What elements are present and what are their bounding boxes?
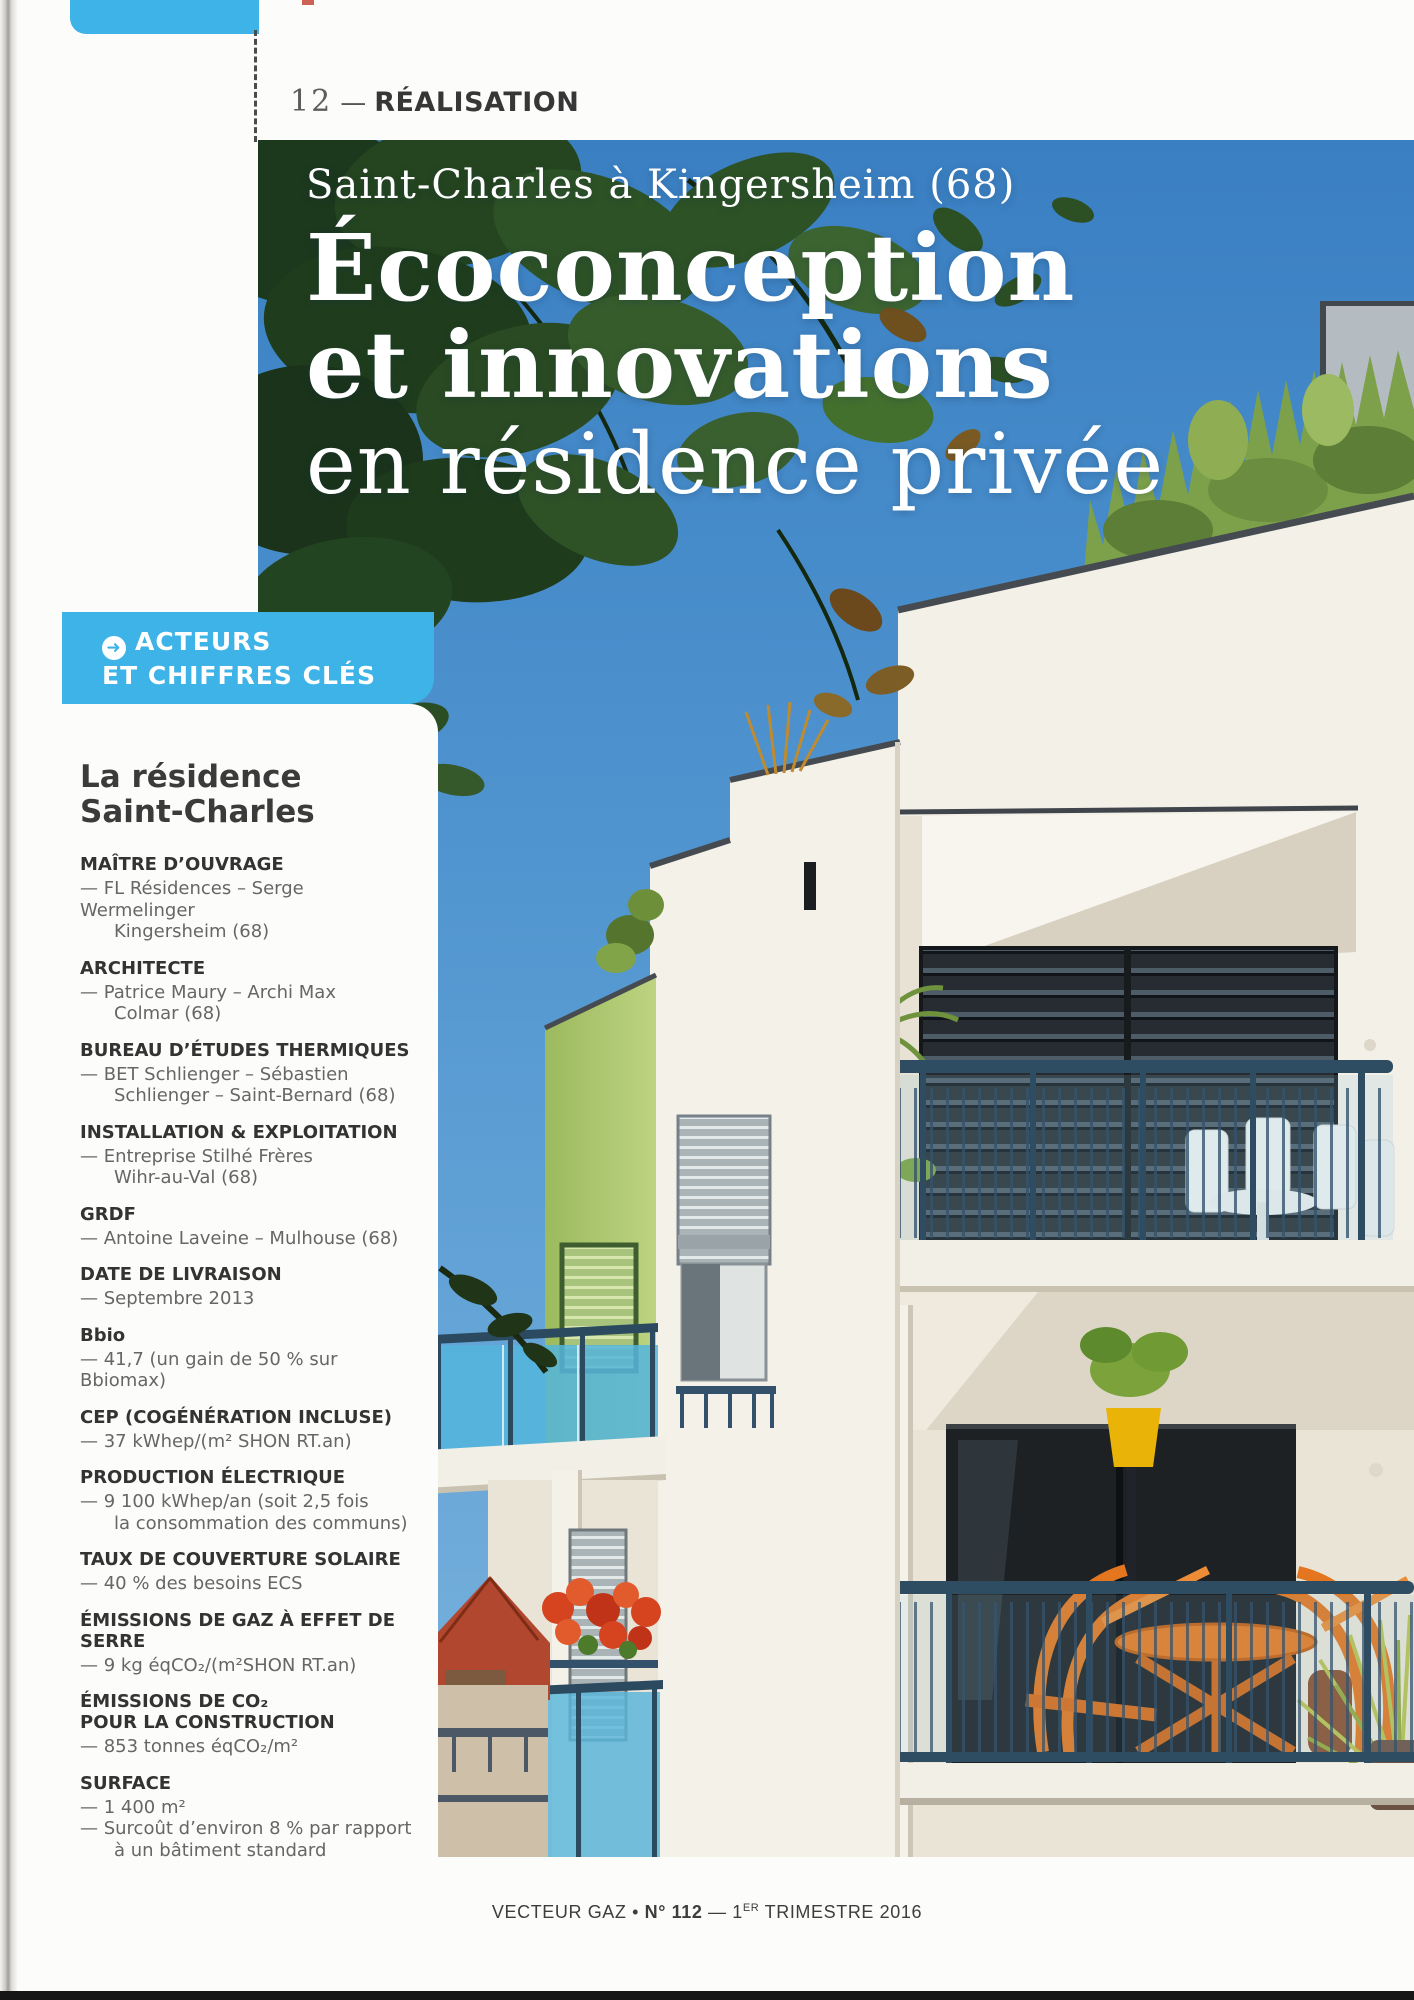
tower-window (678, 1116, 770, 1380)
figure-value: — 41,7 (un gain de 50 % sur Bbiomax) (80, 1348, 338, 1391)
footer-period: TRIMESTRE 2016 (759, 1902, 923, 1922)
scan-bottom-edge (0, 1991, 1414, 2000)
figure-label: INSTALLATION & EXPLOITATION (80, 1121, 398, 1143)
figure-value: — 1 400 m² (80, 1796, 186, 1818)
figure-value: à un bâtiment standard (114, 1839, 327, 1861)
footer-issue: N° 112 (644, 1902, 703, 1922)
figure-value: Colmar (68) (114, 1003, 222, 1024)
figure-value: — 40 % des besoins ECS (80, 1573, 303, 1594)
tag-line1: ACTEURS (135, 627, 272, 656)
tag-line2: ET CHIFFRES CLÉS (102, 661, 376, 690)
key-figure-item (80, 1610, 416, 1677)
key-figure-item (80, 1325, 416, 1392)
figure-label: BUREAU D’ÉTUDES THERMIQUES (80, 1039, 410, 1061)
figure-label: Bbio (80, 1324, 126, 1346)
figure-value: — BET Schlienger – Sébastien (80, 1063, 349, 1085)
footer-magazine: VECTEUR GAZ • (491, 1902, 645, 1922)
key-figure-item (80, 854, 416, 943)
figure-label: TAUX DE COUVERTURE SOLAIRE (80, 1549, 401, 1570)
figure-label: PRODUCTION ÉLECTRIQUE (80, 1467, 346, 1488)
figure-value: — 9 kg éqCO₂/(m²SHON RT.an) (80, 1654, 357, 1676)
figure-value: — Septembre 2013 (80, 1288, 255, 1309)
hero-title-line3: en résidence privée (306, 415, 1165, 513)
sidebar-heading (80, 760, 416, 830)
key-figure-item (80, 1204, 416, 1250)
hero-title-line2: et innovations (306, 311, 1054, 419)
page-footer (0, 1902, 1414, 1923)
figure-label: CEP (COGÉNÉRATION INCLUSE) (80, 1406, 393, 1428)
figure-value: — FL Résidences – Serge Wermelinger (80, 878, 304, 921)
key-figure-item (80, 1040, 416, 1107)
arrow-circle-icon: ➜ (102, 636, 126, 660)
section-title: RÉALISATION (374, 87, 580, 118)
page-header (290, 84, 579, 119)
figure-value: — 853 tonnes éqCO₂/m² (80, 1736, 299, 1757)
hero-title-line1: Écoconception (306, 214, 1076, 322)
key-figures-list (80, 854, 416, 1861)
sidebar-heading-line1: La résidence (80, 759, 302, 795)
figure-value: — 37 kWhep/(m² SHON RT.an) (80, 1430, 352, 1452)
sidebar-heading-line2: Saint-Charles (80, 794, 315, 830)
vent (804, 862, 816, 910)
scan-edge-artifact (0, 0, 18, 2000)
page-number: 12 (290, 84, 333, 119)
hero-kicker: Saint-Charles à Kingersheim (68) (306, 162, 1016, 208)
figure-label: ÉMISSIONS DE GAZ À EFFET DE SERRE (80, 1609, 396, 1652)
figure-label: SURFACE (80, 1772, 172, 1794)
figure-value: — Entreprise Stilhé Frères (80, 1145, 313, 1167)
figure-value: — Patrice Maury – Archi Max (80, 981, 336, 1003)
figure-value: — 9 100 kWhep/an (soit 2,5 fois (80, 1491, 369, 1512)
figure-label: ARCHITECTE (80, 957, 206, 979)
figure-label: GRDF (80, 1203, 136, 1225)
wall-light (1369, 1463, 1383, 1477)
figure-label: MAÎTRE D’OUVRAGE (80, 854, 284, 875)
key-figure-item (80, 1773, 416, 1862)
key-figure-item (80, 1467, 416, 1534)
key-figure-item (80, 1691, 416, 1758)
sidebar-content (80, 760, 416, 1876)
key-figure-item (80, 1122, 416, 1189)
key-figure-item (80, 958, 416, 1025)
central-tower (650, 702, 900, 1857)
footer-dash: — 1 (702, 1902, 743, 1922)
crop-mark (302, 0, 314, 5)
key-figure-item (80, 1549, 416, 1595)
footer-sup: ER (742, 1902, 760, 1914)
figure-value: Schlienger – Saint-Bernard (68) (114, 1085, 396, 1106)
key-figure-item (80, 1264, 416, 1310)
figure-value: Kingersheim (68) (114, 921, 270, 942)
corner-tab (70, 0, 259, 34)
figure-value: — Antoine Laveine – Mulhouse (68) (80, 1227, 399, 1249)
hero-title-block (306, 162, 1164, 514)
key-figure-item (80, 1407, 416, 1453)
wall-light (1364, 1039, 1376, 1051)
figure-label: ÉMISSIONS DE CO₂ (80, 1691, 269, 1712)
figure-label: POUR LA CONSTRUCTION (80, 1712, 335, 1733)
figure-value: Wihr-au-Val (68) (114, 1167, 259, 1188)
key-figures-tag (62, 612, 434, 704)
dotted-rule (254, 30, 257, 142)
header-dash: — (340, 88, 367, 118)
figure-value: — Surcoût d’environ 8 % par rapport (80, 1818, 412, 1839)
figure-label: DATE DE LIVRAISON (80, 1264, 282, 1285)
figure-value: la consommation des communs) (114, 1512, 408, 1534)
